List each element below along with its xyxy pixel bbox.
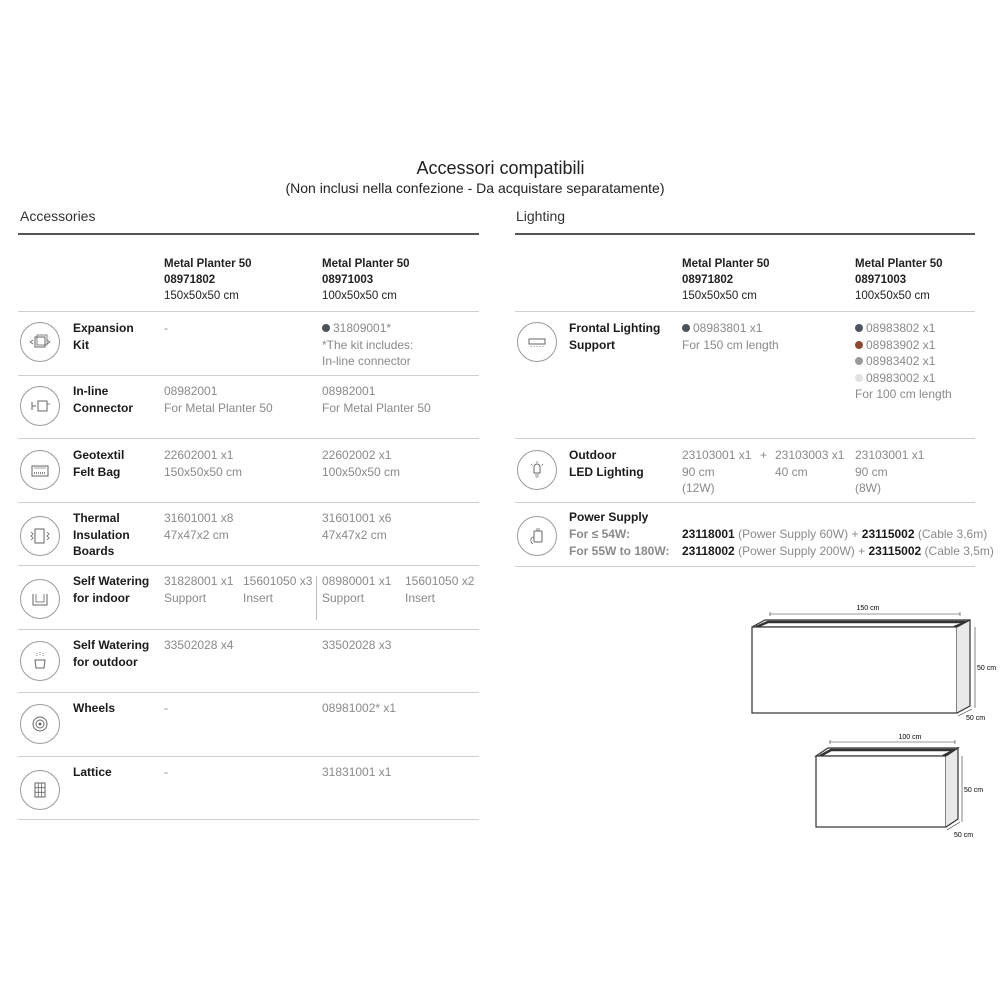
connector-icon xyxy=(20,386,60,426)
accessories-header-rule xyxy=(18,233,479,235)
row-label-frontal-lighting: Frontal Lighting Support xyxy=(569,321,661,352)
accessories-section-title: Accessories xyxy=(20,208,96,224)
lattice-icon xyxy=(20,770,60,810)
row-divider xyxy=(18,311,479,312)
lattice-col2: 31831001 x1 xyxy=(322,765,392,779)
outdoor-led-col1b: 23103003 x1 40 cm xyxy=(775,448,845,479)
color-dot xyxy=(855,324,863,332)
felt-bag-col2: 22602002 x1 100x50x50 cm xyxy=(322,448,401,479)
page-title: Accessori compatibili xyxy=(416,158,585,178)
planter-100-drawing xyxy=(816,740,962,830)
dim-big-width: 150 cm xyxy=(856,605,880,612)
frontal-lighting-col1: 08983801 x1 For 150 cm length xyxy=(682,321,779,352)
thermal-boards-icon xyxy=(20,516,60,556)
self-watering-indoor-col2a: 08980001 x1 Support xyxy=(322,574,392,605)
outdoor-led-col2: 23103001 x1 90 cm (8W) xyxy=(855,448,925,495)
wheels-col1: - xyxy=(164,701,168,715)
col1-size: 150x50x50 cm xyxy=(164,290,239,302)
row-label-connector: In-line Connector xyxy=(73,384,133,415)
color-dot xyxy=(855,341,863,349)
col2-name: Metal Planter 50 xyxy=(322,258,410,270)
page-subtitle: (Non inclusi nella confezione - Da acquistare separatamente) xyxy=(285,180,665,196)
power-supply-values: 23118001 (Power Supply 60W) + 23115002 (Cable 3,6m) 23118002 (Power Supply 200W) + 23115002 (Cable 3,5m) xyxy=(682,527,994,558)
color-dot xyxy=(855,374,863,382)
dim-big-depth: 50 cm xyxy=(966,715,986,722)
felt-bag-col1: 22602001 x1 150x50x50 cm xyxy=(164,448,243,479)
connector-col2: 08982001 For Metal Planter 50 xyxy=(322,384,431,415)
row-label-power-supply: Power Supply xyxy=(569,510,649,524)
thermal-col1: 31601001 x8 47x47x2 cm xyxy=(164,511,234,542)
self-watering-indoor-col1a: 31828001 x1 Support xyxy=(164,574,234,605)
lighting-col2-header: Metal Planter 50 08971003 100x50x50 cm xyxy=(855,258,943,302)
row-divider xyxy=(18,692,479,693)
col1-code: 08971802 xyxy=(164,274,216,286)
row-label-lattice: Lattice xyxy=(73,765,112,779)
column-separator xyxy=(316,576,317,620)
col2-code: 08971003 xyxy=(322,274,374,286)
lighting-header-rule xyxy=(515,233,975,235)
lighting-section-title: Lighting xyxy=(516,208,566,224)
lattice-col1: - xyxy=(164,765,168,779)
color-dot xyxy=(682,324,690,332)
col1-name: Metal Planter 50 xyxy=(164,258,252,270)
wheels-icon xyxy=(20,704,60,744)
row-divider xyxy=(18,438,479,439)
row-label-felt-bag: Geotextil Felt Bag xyxy=(73,448,125,479)
row-divider xyxy=(18,756,479,757)
expansion-kit-col2: 31809001* *The kit includes: In-line connector xyxy=(322,321,414,368)
self-watering-outdoor-col2: 33502028 x3 xyxy=(322,638,392,652)
row-divider xyxy=(515,566,975,567)
frontal-lighting-icon xyxy=(517,322,557,362)
row-divider xyxy=(515,502,975,503)
accessories-col2-header xyxy=(322,256,410,304)
row-divider xyxy=(18,629,479,630)
row-label-wheels: Wheels xyxy=(73,701,116,715)
col2-size: 100x50x50 cm xyxy=(322,290,397,302)
self-watering-indoor-col1b: 15601050 x3 Insert xyxy=(243,574,313,605)
accessories-col1-header xyxy=(164,256,252,304)
dim-small-height: 50 cm xyxy=(964,787,984,794)
row-divider xyxy=(18,502,479,503)
color-dot xyxy=(322,324,330,332)
felt-bag-icon xyxy=(20,450,60,490)
planter-dimension-diagram xyxy=(740,600,1000,850)
row-divider xyxy=(18,375,479,376)
power-supply-lines: For ≤ 54W: For 55W to 180W: xyxy=(569,527,670,558)
self-watering-outdoor-icon xyxy=(20,641,60,681)
self-watering-indoor-icon xyxy=(20,579,60,619)
row-label-thermal: Thermal Insulation Boards xyxy=(73,511,130,558)
row-label-self-watering-outdoor: Self Watering for outdoor xyxy=(73,638,150,669)
row-divider xyxy=(18,565,479,566)
planter-150-drawing xyxy=(752,612,975,716)
dim-small-depth: 50 cm xyxy=(954,832,974,839)
outdoor-led-col1a: 23103001 x1 90 cm (12W) xyxy=(682,448,752,495)
row-divider xyxy=(18,819,479,820)
outdoor-led-plus: + xyxy=(760,448,768,462)
expansion-kit-col1: - xyxy=(164,321,168,335)
row-divider xyxy=(515,438,975,439)
lighting-col1-header: Metal Planter 50 08971802 150x50x50 cm xyxy=(682,258,770,302)
led-bulb-icon xyxy=(517,450,557,490)
color-dot xyxy=(855,357,863,365)
connector-col1: 08982001 For Metal Planter 50 xyxy=(164,384,273,415)
wheels-col2: 08981002* x1 xyxy=(322,701,397,715)
row-divider xyxy=(515,311,975,312)
self-watering-outdoor-col1: 33502028 x4 xyxy=(164,638,234,652)
thermal-col2: 31601001 x6 47x47x2 cm xyxy=(322,511,392,542)
dim-big-height: 50 cm xyxy=(977,665,997,672)
row-label-expansion-kit: Expansion Kit xyxy=(73,321,134,352)
power-supply-icon xyxy=(517,516,557,556)
row-label-outdoor-led: Outdoor LED Lighting xyxy=(569,448,644,479)
self-watering-indoor-col2b: 15601050 x2 Insert xyxy=(405,574,475,605)
frontal-lighting-col2: 08983802 x1 08983902 x1 08983402 x1 08983002 x1 For 100 cm length xyxy=(855,321,952,401)
dim-small-width: 100 cm xyxy=(898,734,922,741)
row-label-self-watering-indoor: Self Watering for indoor xyxy=(73,574,150,605)
expansion-kit-icon xyxy=(20,322,60,362)
